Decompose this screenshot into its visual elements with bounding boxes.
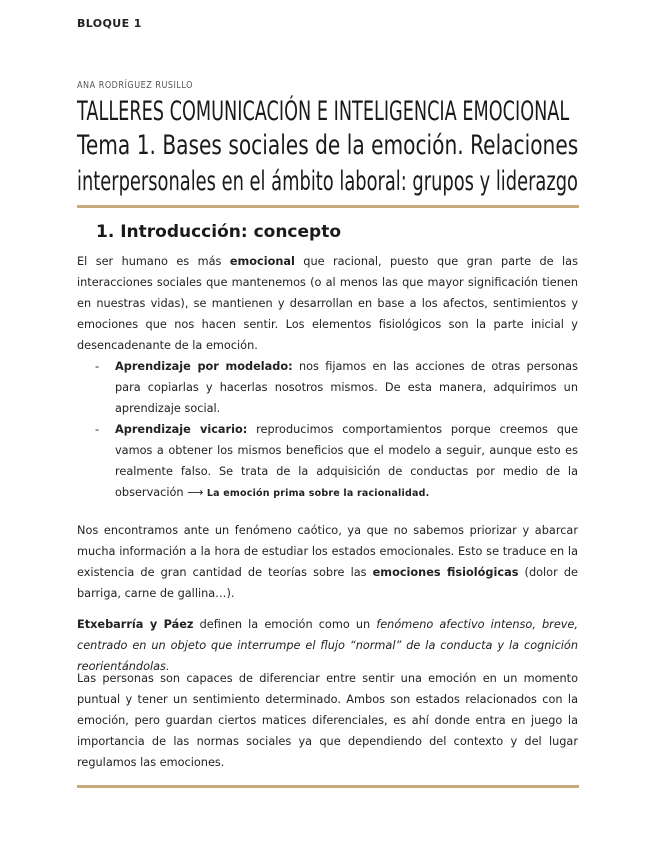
paragraph-definition-authors: Etxebarría y Páez	[77, 618, 194, 631]
paragraph-intro-bold: emocional	[229, 255, 295, 268]
list-dash: -	[95, 423, 100, 436]
list-dash: -	[95, 360, 100, 373]
paragraph-chaos	[77, 520, 578, 604]
learning-list	[77, 356, 578, 504]
paragraph-intro-text-2: que racional, puesto que gran parte de las interacciones sociales que mantenemos (o al menos las que mayor significación tienen en nuestras vidas), se mantienen y desarrollan en base a los afectos, sentimientos y emociones que nos hacen sentir. Los elementos fisiológicos son la parte inicial y desencadenante de la emoción.	[77, 255, 578, 352]
paragraph-chaos-bold: emociones fisiológicas	[372, 566, 519, 579]
list-item	[77, 419, 578, 504]
subtitle-line-2: interpersonales en el ámbito laboral: grupos y liderazgo	[77, 166, 578, 197]
paragraph-intro	[77, 251, 578, 356]
list-item-text: reproducimos comportamientos porque creemos que vamos a obtener los mismos beneficios que el modelo a seguir, aunque esto es realmente falso. Se trata de la adquisición de conductas por medio de la observación	[115, 423, 578, 499]
subtitle-line-1: Tema 1. Bases sociales de la emoción. Relaciones	[77, 130, 579, 161]
list-item-term: Aprendizaje vicario:	[115, 423, 248, 436]
arrow-icon: ⟶	[187, 486, 204, 499]
paragraph-definition-quote: fenómeno afectivo intenso, breve, centrado en un objeto que interrumpe el flujo “normal” de la conducta y la cognición reorientándolas.	[77, 618, 578, 673]
author-name: ANA RODRÍGUEZ RUSILLO	[77, 80, 194, 91]
block-label: BLOQUE 1	[77, 17, 142, 30]
title-divider	[77, 205, 579, 208]
list-item	[77, 356, 578, 419]
document-subtitle	[77, 128, 578, 200]
paragraph-norms: Las personas son capaces de diferenciar entre sentir una emoción en un momento puntual y tener un sentimiento determinado. Ambos son estados relacionados con la emoción, pero guardan ciertos matices diferenciales, es ahí donde entra en juego la importancia de las normas sociales ya que dependiendo del contexto y del lugar regulamos las emociones.	[77, 672, 578, 769]
section-heading: 1. Introducción: concepto	[96, 222, 342, 242]
paragraph-definition-text: definen la emoción como un	[193, 618, 377, 631]
footer-divider	[77, 785, 579, 788]
paragraph-chaos-text-2: (dolor de barriga, carne de gallina…).	[77, 566, 578, 600]
list-item-conclusion: La emoción prima sobre la racionalidad.	[203, 488, 430, 499]
list-item-text: nos fijamos en las acciones de otras personas para copiarlas y hacerlas nosotros mismos. De esta manera, adquirimos un aprendizaje social.	[115, 360, 578, 415]
paragraph-chaos-text: Nos encontramos ante un fenómeno caótico, ya que no sabemos priorizar y abarcar mucha información a la hora de estudiar los estados emocionales. Esto se traduce en la existencia de gran cantidad de teorías sobre las	[77, 524, 578, 579]
list-item-term: Aprendizaje por modelado:	[115, 360, 293, 373]
paragraph-intro-text: El ser humano es más	[77, 255, 230, 268]
document-title: TALLERES COMUNICACIÓN E INTELIGENCIA EMOCIONAL	[77, 96, 570, 127]
